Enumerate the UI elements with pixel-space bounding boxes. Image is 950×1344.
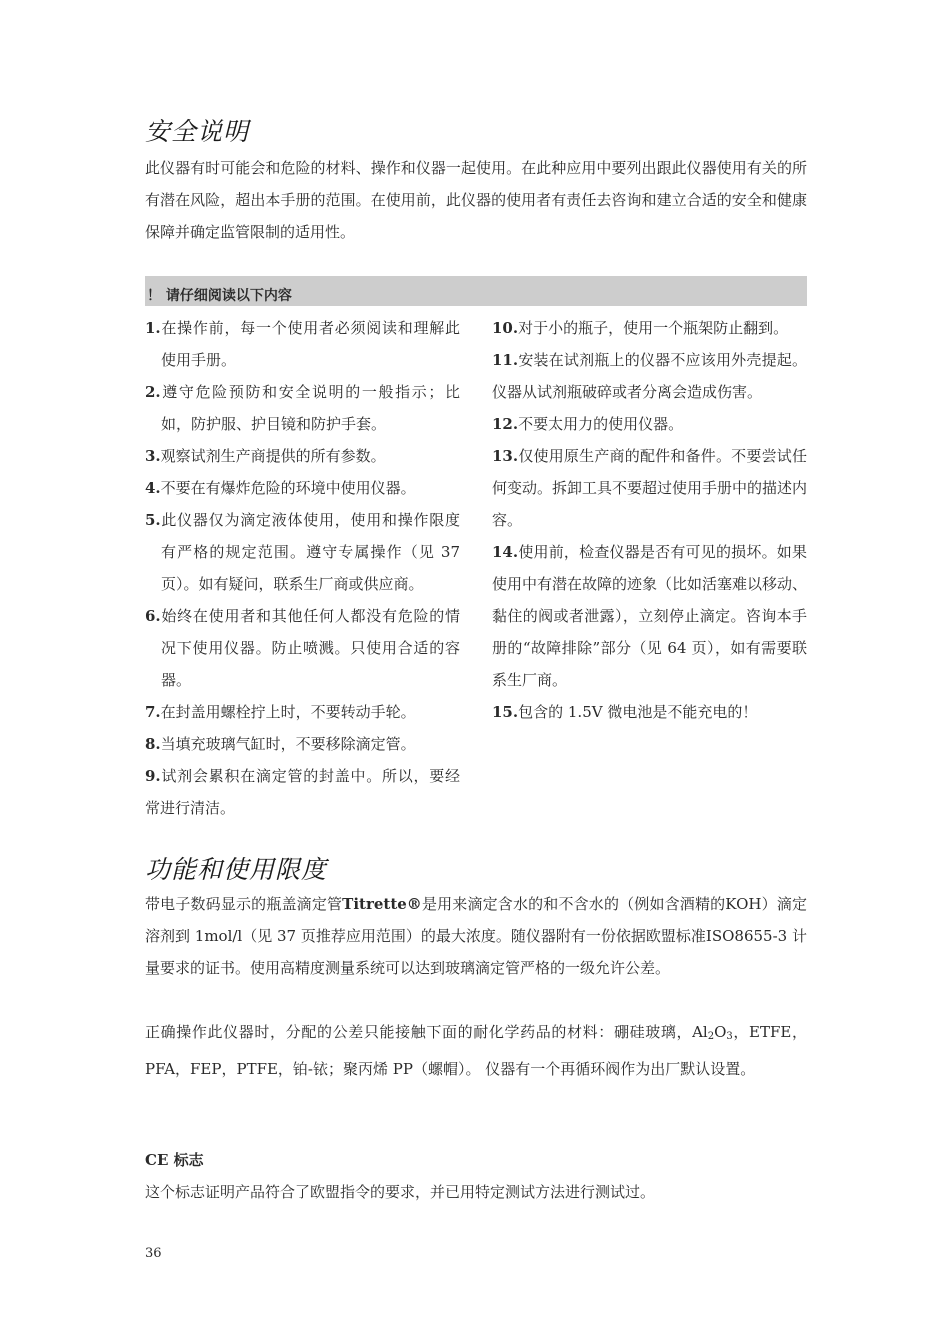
warning-banner: ！ 请仔细阅读以下内容 bbox=[145, 276, 807, 306]
list-item: 5.此仪器仅为滴定液体使用，使用和操作限度有严格的规定范围。遵守专属操作（见 37 页）。如有疑问，联系生厂商或供应商。 bbox=[145, 511, 460, 593]
list-item: 10.对于小的瓶子，使用一个瓶架防止翻到。 bbox=[492, 319, 789, 337]
list-item: 15.包含的 1.5V 微电池是不能充电的！ bbox=[492, 703, 758, 721]
function-paragraph-2: 正确操作此仪器时，分配的公差只能接触下面的耐化学药品的材料：硼硅玻璃，$Al_2O_3$，ETFE，PFA，FEP，PTFE，铂-铱；聚丙烯 PP（螺帽）。 仪器有一个再循环阀作为出厂默认设置。 bbox=[145, 1023, 808, 1078]
function-paragraph-1: 带电子数码显示的瓶盖滴定管Titrette®是用来滴定含水的和不含水的（例如含酒精的KOH）滴定溶剂到 1mol/l（见 37 页推荐应用范围）的最大浓度。随仪器附有一份依据欧盟标准ISO8655-3 计量要求的证书。使用高精度测量系统可以达到玻璃滴定管严格的一级允许公差。 bbox=[145, 895, 807, 977]
safety-list-right bbox=[492, 312, 807, 728]
product-brand: Titrette® bbox=[342, 895, 422, 913]
ce-mark-title: CE 标志 bbox=[145, 1151, 204, 1169]
list-item: 3.观察试剂生产商提供的所有参数。 bbox=[145, 447, 386, 465]
safety-intro: 此仪器有时可能会和危险的材料、操作和仪器一起使用。在此种应用中要列出跟此仪器使用有关的所有潜在风险，超出本手册的范围。在使用前，此仪器的使用者有责任去咨询和建立合适的安全和健康保障并确定监管限制的适用性。 bbox=[145, 159, 807, 241]
list-item: 12.不要太用力的使用仪器。 bbox=[492, 415, 684, 433]
list-item: 4.不要在有爆炸危险的环境中使用仪器。 bbox=[145, 479, 416, 497]
ce-mark-text: 这个标志证明产品符合了欧盟指令的要求，并已用特定测试方法进行测试过。 bbox=[145, 1183, 656, 1201]
list-item: 2.遵守危险预防和安全说明的一般指示；比如，防护服、护目镜和防护手套。 bbox=[145, 383, 460, 433]
safety-list-left bbox=[145, 312, 460, 824]
list-item: 13.仅使用原生产商的配件和备件。不要尝试任何变动。拆卸工具不要超过使用手册中的描述内容。 bbox=[492, 447, 808, 529]
safety-title: 安全说明 bbox=[145, 117, 250, 146]
list-item: 9.试剂会累积在滴定管的封盖中。所以，要经常进行清洁。 bbox=[145, 767, 460, 817]
list-item: 11.安装在试剂瓶上的仪器不应该用外壳提起。仪器从试剂瓶破碎或者分离会造成伤害。 bbox=[492, 351, 807, 401]
page-number: 36 bbox=[145, 1246, 162, 1261]
function-title: 功能和使用限度 bbox=[145, 855, 328, 884]
list-item: 7.在封盖用螺栓拧上时，不要转动手轮。 bbox=[145, 703, 416, 721]
list-item: 6.始终在使用者和其他任何人都没有危险的情况下使用仪器。防止喷溅。只使用合适的容器。 bbox=[145, 607, 460, 689]
list-item: 8.当填充玻璃气缸时，不要移除滴定管。 bbox=[145, 735, 416, 753]
list-item: 1.在操作前，每一个使用者必须阅读和理解此使用手册。 bbox=[145, 319, 460, 369]
list-item: 14.使用前，检查仪器是否有可见的损坏。如果使用中有潜在故障的迹象（比如活塞难以移动、黏住的阀或者泄露），立刻停止滴定。咨询本手册的“故障排除”部分（见 64 页），如有需要联系生厂商。 bbox=[492, 543, 808, 689]
